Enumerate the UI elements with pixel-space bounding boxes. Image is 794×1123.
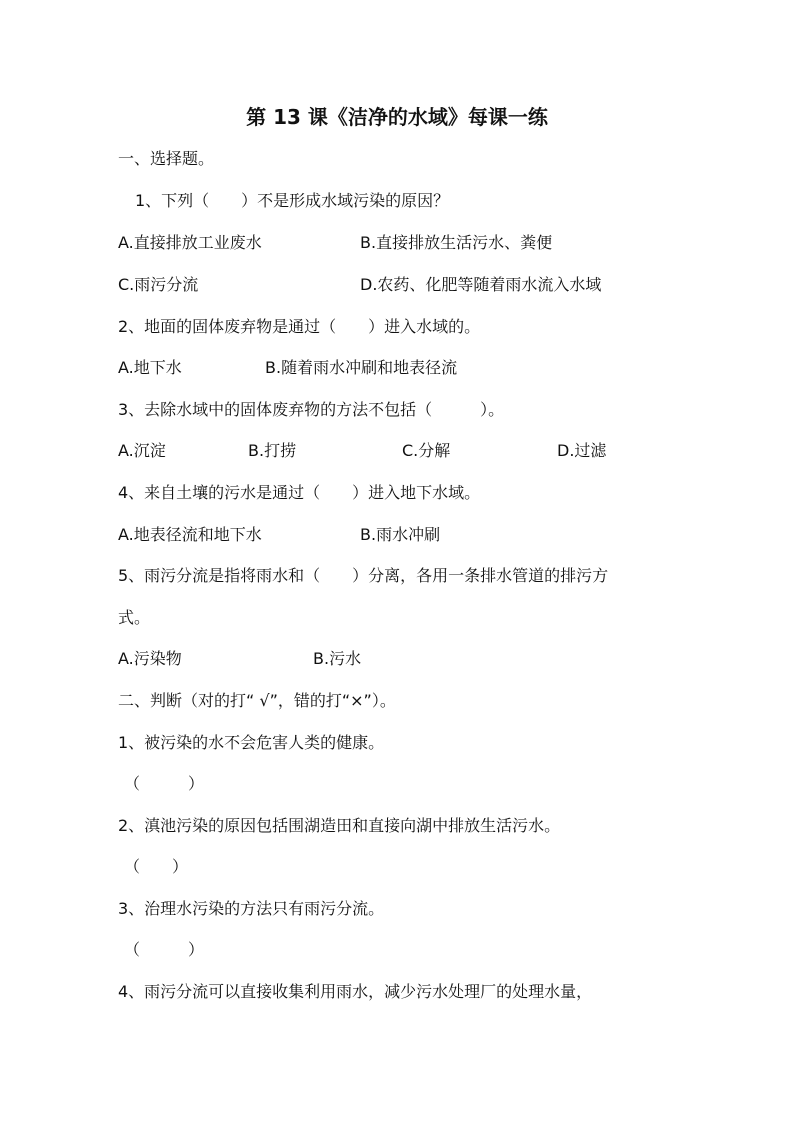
q1-option-c: C.雨污分流	[118, 275, 199, 294]
question-5: 5、雨污分流是指将雨水和（ ）分离，各用一条排水管道的排污方	[118, 566, 609, 585]
question-3: 3、去除水域中的固体废弃物的方法不包括（ ）。	[118, 400, 505, 419]
q2-option-b: B.随着雨水冲刷和地表径流	[265, 358, 458, 377]
judgement-2-answer: （ ）	[124, 857, 189, 876]
judgement-1-answer: （ ）	[124, 774, 205, 793]
judgement-1: 1、被污染的水不会危害人类的健康。	[118, 733, 385, 752]
document-title: 第 13 课《洁净的水域》每课一练	[246, 105, 548, 129]
q3-option-a: A.沉淀	[118, 441, 166, 460]
q2-option-a: A.地下水	[118, 358, 182, 377]
question-1: 1、下列（ ）不是形成水域污染的原因？	[135, 191, 450, 210]
q5-option-a: A.污染物	[118, 649, 182, 668]
judgement-2: 2、滇池污染的原因包括围湖造田和直接向湖中排放生活污水。	[118, 816, 561, 835]
judgement-3-answer: （ ）	[124, 940, 205, 959]
q4-option-b: B.雨水冲刷	[360, 525, 441, 544]
q5-option-b: B.污水	[313, 649, 362, 668]
q3-option-c: C.分解	[402, 441, 451, 460]
q3-option-b: B.打捞	[248, 441, 297, 460]
question-4: 4、来自土壤的污水是通过（ ）进入地下水域。	[118, 483, 481, 502]
section-heading-choice: 一、选择题。	[118, 149, 215, 168]
section-heading-judgement: 二、判断（对的打“ √”，错的打“×”）。	[118, 691, 396, 710]
q1-option-b: B.直接排放生活污水、粪便	[360, 233, 553, 252]
q4-option-a: A.地表径流和地下水	[118, 525, 262, 544]
q1-option-d: D.农药、化肥等随着雨水流入水域	[360, 275, 602, 294]
q3-option-d: D.过滤	[557, 441, 607, 460]
judgement-3: 3、治理水污染的方法只有雨污分流。	[118, 899, 385, 918]
question-5-continued: 式。	[118, 608, 151, 627]
question-2: 2、地面的固体废弃物是通过（ ）进入水域的。	[118, 317, 481, 336]
q1-option-a: A.直接排放工业废水	[118, 233, 262, 252]
judgement-4: 4、雨污分流可以直接收集利用雨水，减少污水处理厂的处理水量，	[118, 982, 593, 1001]
